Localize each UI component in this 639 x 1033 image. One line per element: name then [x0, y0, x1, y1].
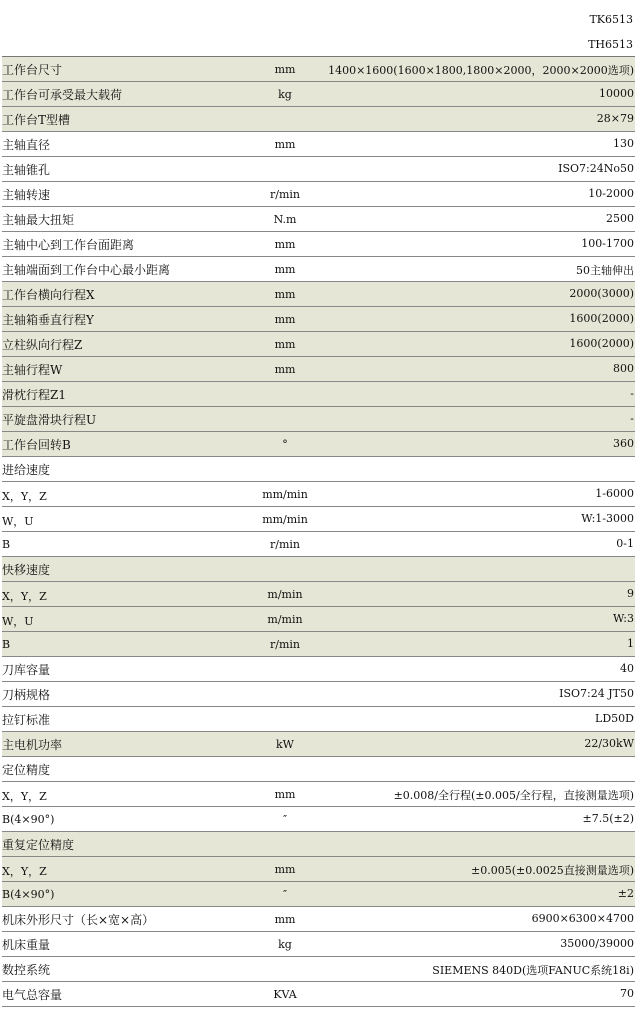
- spec-value: 6900×6300×4700: [531, 912, 634, 925]
- spec-value: 1400×1600(1600×1800,1800×2000，2000×2000选项): [328, 64, 634, 77]
- spec-row: [2, 932, 635, 957]
- spec-unit: mm: [274, 788, 296, 801]
- spec-row: [2, 632, 635, 657]
- spec-row: [2, 232, 635, 257]
- spec-row: [2, 182, 635, 207]
- spec-name: 工作台可承受最大载荷: [2, 88, 123, 102]
- model-label-tk: TK6513: [589, 13, 633, 26]
- spec-table: [2, 6, 635, 1007]
- spec-value: 100-1700: [581, 237, 634, 250]
- spec-name: 刀库容量: [2, 663, 51, 677]
- model-header-2: [2, 31, 635, 56]
- spec-row: [2, 882, 635, 907]
- spec-unit: m/min: [267, 588, 303, 601]
- spec-value: 10-2000: [588, 187, 634, 200]
- spec-name: 电气总容量: [2, 988, 63, 1002]
- spec-row: [2, 532, 635, 557]
- spec-row: [2, 957, 635, 982]
- spec-row: [2, 682, 635, 707]
- spec-unit: kW: [276, 738, 294, 751]
- spec-value: 22/30kW: [584, 737, 634, 750]
- spec-name: B: [2, 638, 11, 651]
- spec-row: [2, 832, 635, 857]
- spec-row: [2, 732, 635, 757]
- spec-name: 平旋盘滑块行程U: [2, 413, 97, 427]
- spec-unit: °: [282, 438, 288, 451]
- spec-name: X，Y，Z: [2, 590, 47, 603]
- spec-value: ±7.5(±2): [582, 812, 634, 825]
- spec-row: [2, 207, 635, 232]
- spec-value: W:3: [612, 612, 634, 625]
- spec-name: B(4×90°): [2, 888, 55, 901]
- spec-name: 主轴行程W: [2, 363, 63, 377]
- spec-name: 主轴直径: [2, 138, 51, 152]
- spec-row: [2, 807, 635, 832]
- spec-row: [2, 907, 635, 932]
- spec-value: 1600(2000): [569, 312, 634, 325]
- spec-row: [2, 757, 635, 782]
- spec-value: -: [630, 387, 634, 400]
- spec-row: [2, 607, 635, 632]
- spec-name: 主电机功率: [2, 738, 63, 752]
- spec-unit: mm: [274, 338, 296, 351]
- spec-value: ISO7:24No50: [558, 162, 634, 175]
- spec-value: 50主轴伸出: [576, 264, 634, 277]
- spec-unit: m/min: [267, 613, 303, 626]
- spec-value: 0-1: [616, 537, 634, 550]
- spec-value: 70: [620, 987, 634, 1000]
- spec-value: 40: [620, 662, 634, 675]
- spec-unit: mm: [274, 138, 296, 151]
- spec-value: -: [630, 412, 634, 425]
- spec-row: [2, 782, 635, 807]
- spec-value: 28×79: [596, 112, 634, 125]
- spec-value: LD50D: [595, 712, 634, 725]
- spec-row: [2, 57, 635, 82]
- spec-row: [2, 307, 635, 332]
- spec-value: ISO7:24 JT50: [559, 687, 634, 700]
- spec-name: X，Y，Z: [2, 790, 47, 803]
- spec-row: [2, 557, 635, 582]
- spec-row: [2, 582, 635, 607]
- spec-name: X，Y，Z: [2, 490, 47, 503]
- spec-name: 机床重量: [2, 938, 51, 952]
- spec-name: 工作台横向行程X: [2, 288, 95, 302]
- spec-name: B(4×90°): [2, 813, 55, 826]
- spec-name: 主轴端面到工作台中心最小距离: [2, 263, 171, 277]
- spec-unit: N.m: [273, 213, 297, 226]
- spec-row: [2, 357, 635, 382]
- spec-name: 重复定位精度: [2, 838, 75, 852]
- spec-value: 1-6000: [595, 487, 634, 500]
- spec-name: 快移速度: [2, 563, 51, 577]
- spec-unit: mm: [274, 313, 296, 326]
- spec-value: 800: [613, 362, 634, 375]
- spec-unit: mm: [274, 238, 296, 251]
- spec-row: [2, 82, 635, 107]
- spec-row: [2, 332, 635, 357]
- spec-name: W，U: [2, 515, 34, 528]
- spec-value: 10000: [599, 87, 634, 100]
- spec-name: 主轴转速: [2, 188, 51, 202]
- spec-row: [2, 257, 635, 282]
- spec-unit: mm: [274, 288, 296, 301]
- spec-name: 滑枕行程Z1: [2, 388, 66, 402]
- spec-unit: kg: [278, 88, 292, 101]
- spec-name: 机床外形尺寸（长×宽×高）: [2, 913, 155, 927]
- spec-row: [2, 857, 635, 882]
- spec-unit: r/min: [270, 538, 300, 551]
- spec-unit: ″: [282, 813, 288, 826]
- spec-name: 定位精度: [2, 763, 51, 777]
- spec-row: [2, 282, 635, 307]
- spec-name: W，U: [2, 615, 34, 628]
- spec-row: [2, 382, 635, 407]
- spec-name: 立柱纵向行程Z: [2, 338, 83, 352]
- spec-name: 进给速度: [2, 463, 51, 477]
- spec-name: B: [2, 538, 11, 551]
- spec-row: [2, 132, 635, 157]
- spec-value: 2500: [606, 212, 634, 225]
- spec-row: [2, 482, 635, 507]
- spec-unit: mm/min: [262, 513, 308, 526]
- spec-unit: KVA: [273, 988, 297, 1001]
- spec-name: 主轴中心到工作台面距离: [2, 238, 135, 252]
- spec-value: 1600(2000): [569, 337, 634, 350]
- spec-value: ±0.008/全行程(±0.005/全行程，直接测量选项): [393, 789, 634, 802]
- spec-value: ±0.005(±0.0025直接测量选项): [471, 864, 634, 877]
- spec-rows: [2, 57, 635, 1007]
- model-header-1: [2, 6, 635, 31]
- spec-name: 主轴锥孔: [2, 163, 51, 177]
- spec-row: [2, 707, 635, 732]
- spec-value: ±2: [617, 887, 634, 900]
- spec-value: SIEMENS 840D(选项FANUC系统18i): [432, 964, 634, 977]
- spec-name: 工作台尺寸: [2, 63, 63, 77]
- spec-unit: mm: [274, 263, 296, 276]
- spec-name: 主轴最大扭矩: [2, 213, 75, 227]
- spec-unit: mm: [274, 913, 296, 926]
- spec-name: 工作台回转B: [2, 438, 71, 452]
- spec-unit: r/min: [270, 638, 300, 651]
- spec-name: 刀柄规格: [2, 688, 51, 702]
- model-label-th: TH6513: [588, 38, 633, 51]
- spec-row: [2, 507, 635, 532]
- spec-unit: r/min: [270, 188, 300, 201]
- spec-value: 130: [613, 137, 634, 150]
- spec-row: [2, 982, 635, 1007]
- spec-name: 工作台T型槽: [2, 113, 71, 127]
- spec-name: X，Y，Z: [2, 865, 47, 878]
- spec-row: [2, 657, 635, 682]
- spec-row: [2, 107, 635, 132]
- spec-value: W:1-3000: [581, 512, 634, 525]
- spec-unit: mm: [274, 363, 296, 376]
- spec-name: 拉钉标准: [2, 713, 51, 727]
- spec-unit: mm: [274, 63, 296, 76]
- spec-value: 1: [627, 637, 634, 650]
- spec-row: [2, 157, 635, 182]
- spec-value: 2000(3000): [569, 287, 634, 300]
- spec-value: 35000/39000: [560, 937, 634, 950]
- spec-row: [2, 432, 635, 457]
- spec-row: [2, 407, 635, 432]
- spec-unit: ″: [282, 888, 288, 901]
- spec-unit: mm: [274, 863, 296, 876]
- spec-unit: kg: [278, 938, 292, 951]
- spec-unit: mm/min: [262, 488, 308, 501]
- spec-name: 主轴箱垂直行程Y: [2, 313, 94, 327]
- spec-value: 9: [627, 587, 634, 600]
- spec-row: [2, 457, 635, 482]
- spec-name: 数控系统: [2, 963, 51, 977]
- spec-value: 360: [613, 437, 634, 450]
